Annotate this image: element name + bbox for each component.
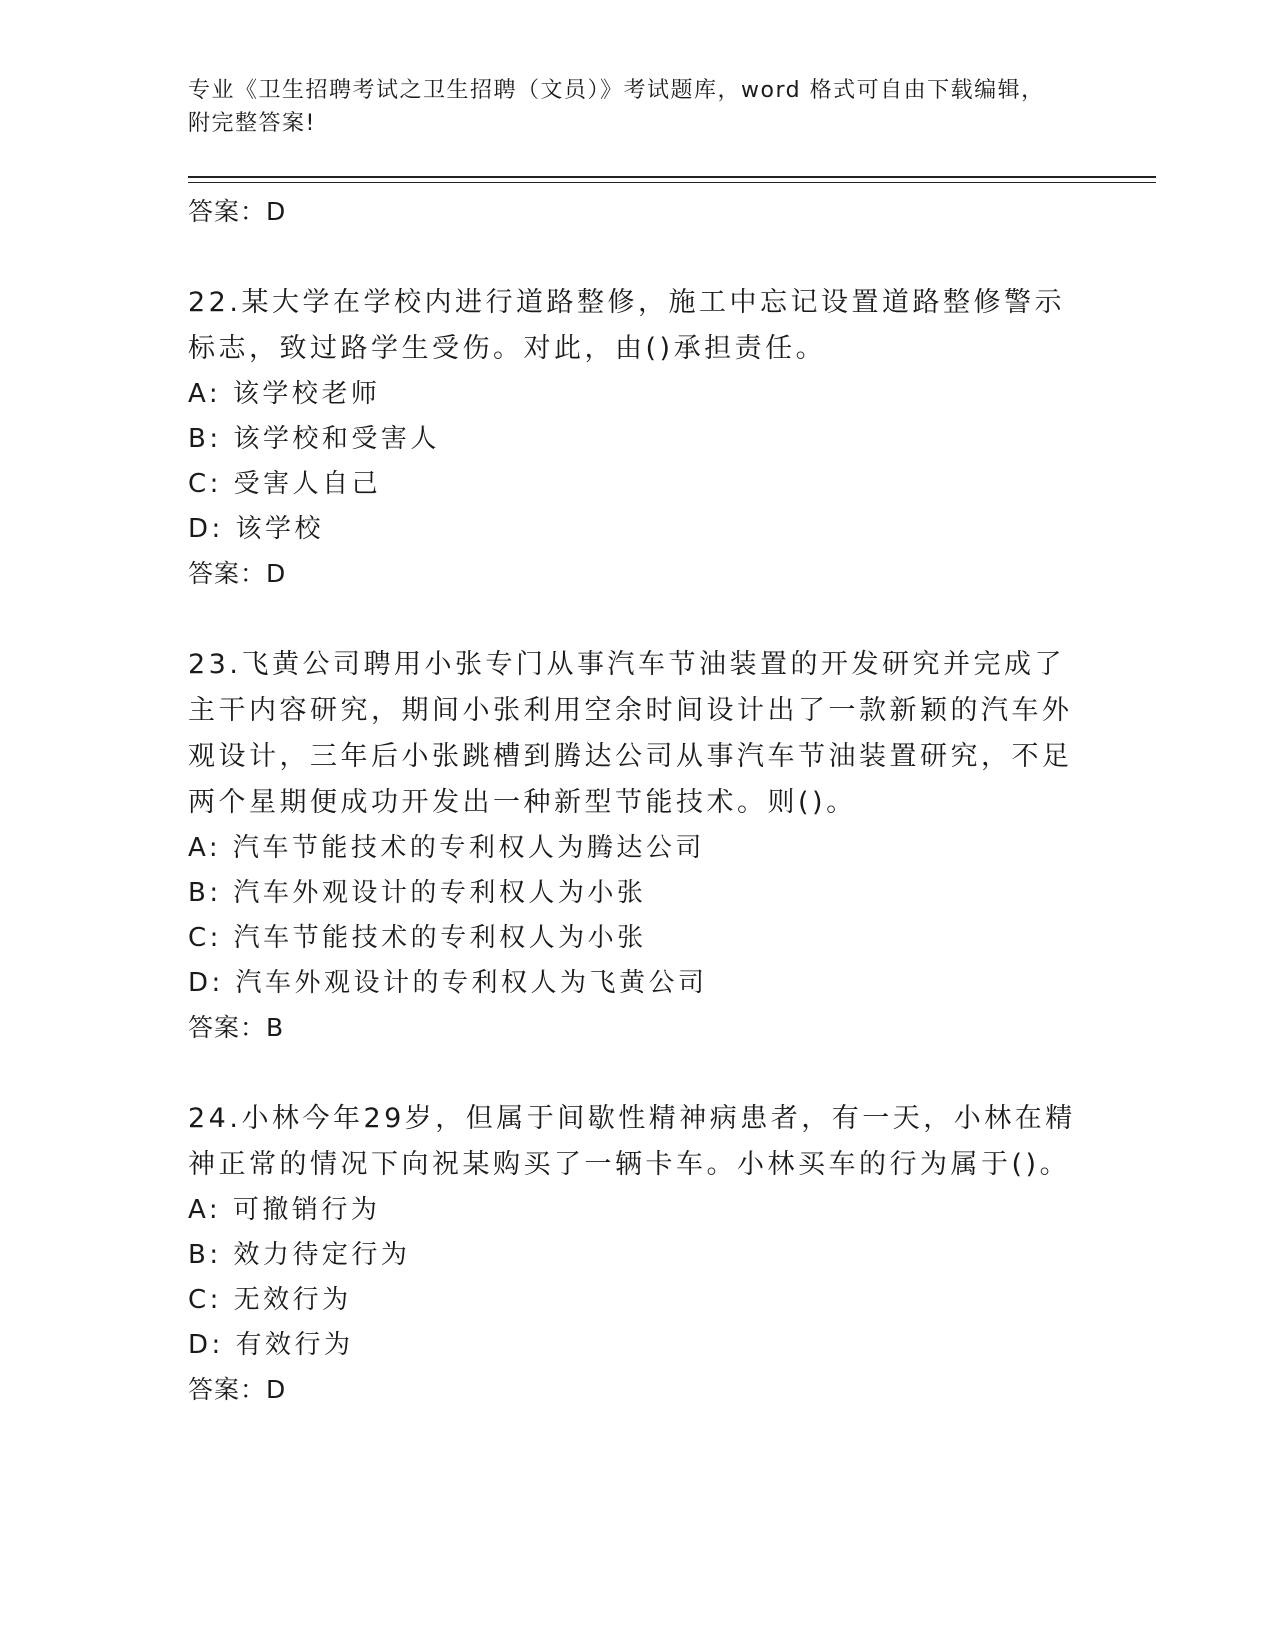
option-b: B: 汽车外观设计的专利权人为小张	[188, 878, 647, 908]
option-c: C: 受害人自己	[188, 469, 382, 499]
header-divider-thin	[188, 182, 1156, 183]
option-a: A: 汽车节能技术的专利权人为腾达公司	[188, 833, 705, 863]
option-b: B: 该学校和受害人	[188, 424, 440, 454]
option-c: C: 无效行为	[188, 1285, 352, 1315]
option-a: A: 该学校老师	[188, 379, 381, 409]
question-stem: 23.飞黄公司聘用小张专门从事汽车节油装置的开发研究并完成了主干内容研究，期间小张利用空余时间设计出了一款新颖的汽车外观设计，三年后小张跳槽到腾达公司从事汽车节油装置研究，不足两个星期便成功开发出一种新型节能技术。则()。	[188, 649, 1073, 818]
option-d: D: 汽车外观设计的专利权人为飞黄公司	[188, 968, 708, 998]
question-list	[188, 190, 1088, 1412]
option-c: C: 汽车节能技术的专利权人为小张	[188, 923, 647, 953]
answer-line: 答案：B	[188, 1013, 285, 1042]
question-stem: 22.某大学在学校内进行道路整修，施工中忘记设置道路整修警示标志，致过路学生受伤。对此，由()承担责任。	[188, 287, 1065, 364]
answer-line: 答案：D	[188, 559, 287, 588]
option-a: A: 可撤销行为	[188, 1195, 381, 1225]
answer-line: 答案：D	[188, 1375, 287, 1404]
option-b: B: 效力待定行为	[188, 1240, 411, 1270]
question-24	[188, 1096, 1088, 1412]
option-d: D: 有效行为	[188, 1330, 354, 1360]
answer-line: 答案：D	[188, 197, 287, 226]
question-22	[188, 280, 1088, 596]
question-stem: 24.小林今年29岁，但属于间歇性精神病患者，有一天，小林在精神正常的情况下向祝某购买了一辆卡车。小林买车的行为属于()。	[188, 1103, 1076, 1180]
option-d: D: 该学校	[188, 514, 325, 544]
question-23	[188, 642, 1088, 1050]
header-divider	[188, 176, 1156, 178]
document-header: 专业《卫生招聘考试之卫生招聘（文员）》考试题库，word 格式可自由下载编辑，附完整答案!	[188, 78, 1045, 136]
